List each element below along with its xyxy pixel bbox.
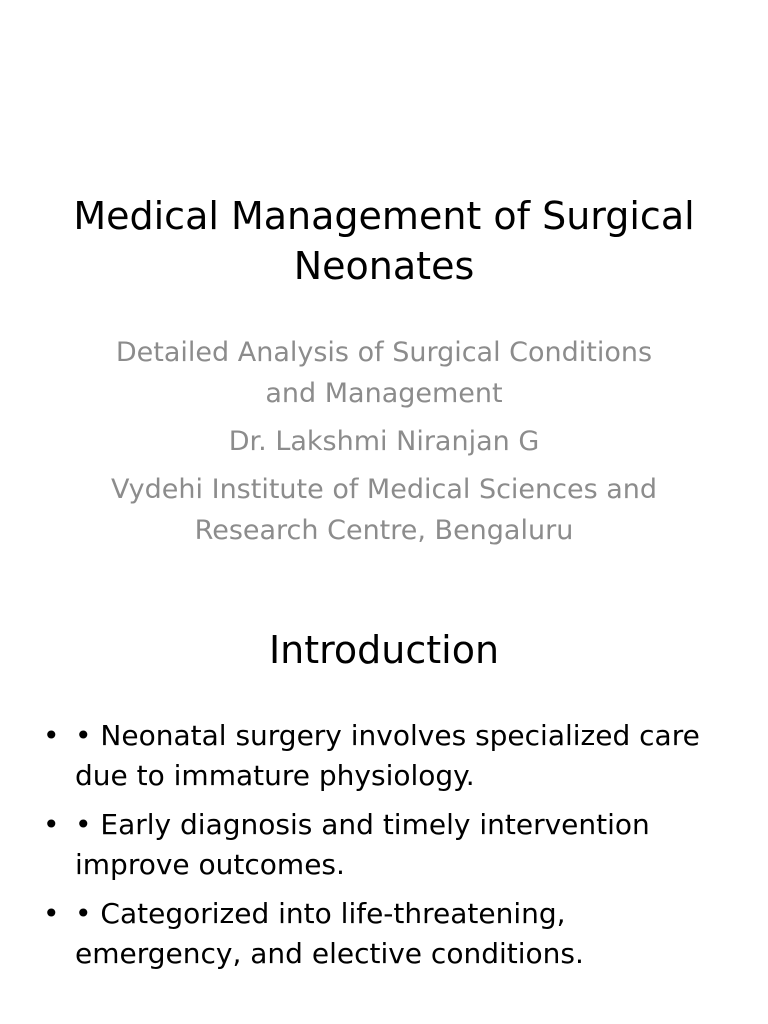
bullet-marker: • [43,897,60,930]
subtitle-description: Detailed Analysis of Surgical Conditions and Management [115,337,653,409]
bullet-list [40,716,730,983]
subtitle-block [100,332,668,551]
section-title: Introduction [268,628,500,672]
institution-name: Vydehi Institute of Medical Sciences and Research Centre, Bengaluru [110,474,658,546]
introduction-slide [0,600,768,1024]
bullet-text: • Categorized into life-threatening, emergency, and elective conditions. [75,897,584,970]
list-item [40,716,730,796]
author-name: Dr. Lakshmi Niranjan G [228,426,540,457]
bullet-marker: • [43,719,60,752]
bullet-text: • Early diagnosis and timely intervention improve outcomes. [75,808,650,881]
list-item [40,894,730,974]
slide-title: Medical Management of Surgical Neonates [73,194,695,288]
bullet-marker: • [43,808,60,841]
list-item [40,805,730,885]
bullet-text: • Neonatal surgery involves specialized care due to immature physiology. [75,719,700,792]
